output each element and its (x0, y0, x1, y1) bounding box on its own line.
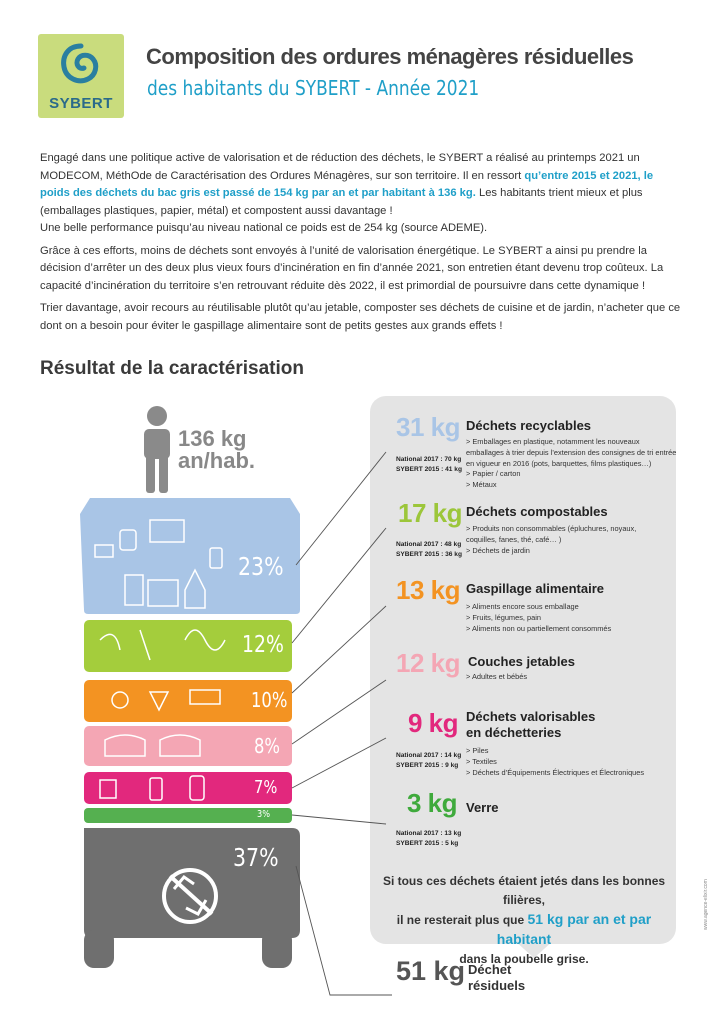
title-residuels (468, 962, 525, 994)
intro-p1-end: Les habitants trient mieux et plus (emballages plastiques, papier, métal) et compostent aussi davantage ! (40, 187, 643, 217)
intro-paragraph-3: Grâce à ces efforts, moins de déchets sont envoyés à l’unité de valorisation énergétique. Le SYBERT a ainsi pu prendre la décision d’arrêter un des deux plus vieux fours d’incinération en fin d’année 2021, son entretien étant devenu trop coûteux. La capacité d’incinération du territoire s’en retrouvant réduite dès 2022, il est primordial de poursuivre dans cette dynamique ! (40, 244, 664, 292)
summary-text (372, 872, 676, 969)
stat-national: National 2017 : 48 kg (396, 541, 462, 548)
desc-decheteries (466, 746, 671, 778)
desc-item: > Aliments non ou partiellement consommés (466, 623, 612, 633)
agency-credit: www.agence-elixir.com (703, 879, 709, 930)
title-verre: Verre (466, 800, 499, 815)
section-title: Résultat de la caractérisation (40, 358, 304, 379)
stats-verre (396, 829, 461, 849)
stat-national: National 2017 : 14 kg (396, 752, 462, 759)
kg-recyclables: 31 kg (396, 412, 460, 442)
desc-item: > Papier / carton (466, 469, 521, 479)
desc-item: > Métaux (466, 480, 497, 490)
title-compostables: Déchets compostables (466, 504, 608, 519)
desc-gaspillage (466, 602, 671, 634)
stat-sybert: SYBERT 2015 : 36 kg (396, 551, 462, 558)
desc-item: > Textiles (466, 756, 497, 766)
desc-item: > Emballages en plastique, notamment les nouveaux (466, 437, 640, 446)
stats-decheteries (396, 751, 461, 771)
pct-compostables: 12% (242, 632, 284, 658)
pct-residuels: 37% (233, 843, 279, 872)
per-capita-unit: an/hab. (178, 448, 256, 473)
desc-item: > Fruits, légumes, pain (466, 612, 541, 622)
title-gaspillage: Gaspillage alimentaire (466, 581, 605, 596)
pct-verre: 3% (257, 809, 271, 820)
desc-item: > Piles (466, 746, 489, 755)
intro-p1-start: Engagé dans une politique active de valorisation et de réduction des déchets, le SYBERT a réalisé au printemps 2021 un MODECOM, MéthOde de Caractérisation des Ordures Ménagères, sur son territoire. Il en ressort (40, 152, 640, 182)
per-capita-kg: 136 kg (178, 426, 247, 451)
stat-national: National 2017 : 13 kg (396, 830, 462, 837)
summary-line-1: Si tous ces déchets étaient jetés dans les bonnes filières, (382, 874, 666, 907)
stat-sybert: SYBERT 2015 : 5 kg (396, 840, 459, 847)
page-title: Composition des ordures ménagères résiduelles (146, 44, 634, 69)
desc-couches (466, 672, 671, 683)
summary-line-2 (372, 910, 676, 950)
desc-recyclables (466, 437, 677, 491)
page-subtitle: des habitants du SYBERT - Année 2021 (147, 76, 480, 100)
pct-couches: 8% (254, 734, 281, 758)
desc-compostables (466, 524, 671, 556)
title-line-1: Déchets valorisables (466, 709, 596, 724)
intro-p1-highlight: qu’entre 2015 et 2021, le poids des déchets du bac gris est passé de 154 kg par an et par habitant à 136 kg. (40, 169, 654, 199)
kg-compostables: 17 kg (398, 498, 462, 528)
residual-label-1: Déchet (468, 962, 512, 977)
desc-item: > Produits non consommables (épluchures, noyaux, (466, 524, 637, 533)
desc-item: en vigueur en 2016 (pots, barquettes, films plastiques…) (466, 458, 652, 468)
summary-highlight: 51 kg par an et par habitant (496, 911, 652, 947)
stat-sybert: SYBERT 2015 : 9 kg (396, 762, 459, 769)
desc-item: > Déchets d’Équipements Électriques et Électroniques (466, 767, 645, 777)
summary-line-3: dans la poubelle grise. (459, 952, 589, 966)
pct-gaspillage: 10% (251, 688, 288, 712)
kg-couches: 12 kg (396, 648, 460, 678)
title-couches: Couches jetables (468, 654, 575, 669)
kg-decheteries: 9 kg (408, 708, 459, 738)
stats-recyclables (396, 455, 462, 475)
desc-item: coquilles, fanes, thé, café… ) (466, 534, 562, 544)
title-recyclables: Déchets recyclables (466, 418, 592, 433)
desc-item: > Adultes et bébés (466, 672, 528, 681)
stats-compostables (396, 540, 462, 560)
pct-decheteries: 7% (254, 777, 278, 798)
person-icon (144, 406, 170, 493)
desc-item: > Déchets de jardin (466, 545, 530, 555)
pct-recyclables: 23% (238, 552, 284, 581)
title-decheteries (466, 709, 595, 741)
intro-paragraph-2: Une belle performance puisqu’au niveau national ce poids est de 254 kg (source ADEME). (40, 222, 488, 234)
summary-line-2-start: il ne resterait plus que (396, 913, 528, 927)
per-capita-weight (178, 428, 255, 472)
stat-national: National 2017 : 70 kg (396, 456, 462, 463)
desc-item: > Aliments encore sous emballage (466, 602, 579, 611)
residual-label-2: résiduels (468, 978, 526, 993)
kg-residuels: 51 kg (396, 956, 466, 986)
title-line-2: en déchetteries (466, 725, 562, 740)
intro-paragraph-4: Trier davantage, avoir recours au réutilisable plutôt qu’au jetable, composter ses déchets de cuisine et de jardin, n’acheter que ce dont on a besoin pour éviter le gaspillage alimentaire sont de petits gestes aux grands effets ! (40, 302, 681, 332)
kg-verre: 3 kg (407, 788, 458, 818)
kg-gaspillage: 13 kg (396, 575, 460, 605)
desc-item: emballages à trier depuis l’extension des consignes de tri entrée (466, 447, 677, 457)
stat-sybert: SYBERT 2015 : 41 kg (396, 466, 462, 473)
logo-text: SYBERT (49, 95, 113, 112)
